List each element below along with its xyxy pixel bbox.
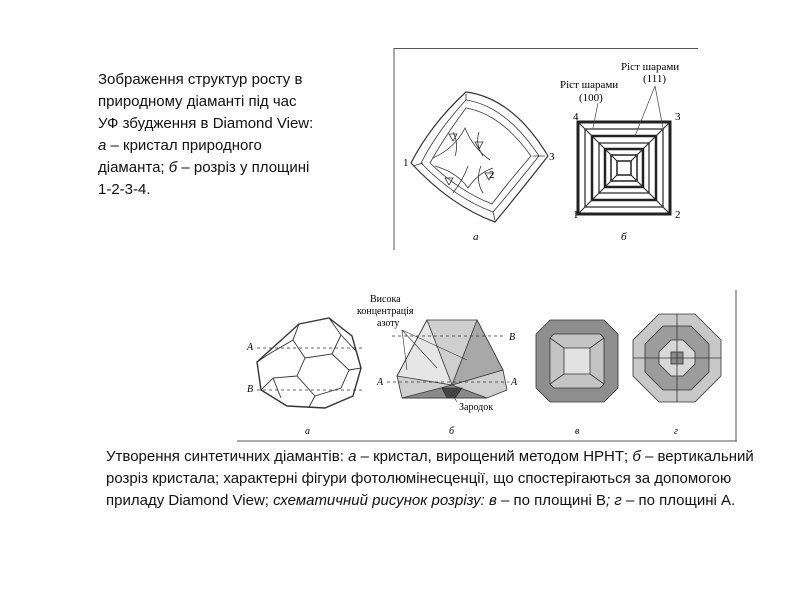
label-b-top: б [621,231,627,243]
pt-1-a: 1 [403,157,409,169]
caption2-part1: Утворення синтетичних діамантів: [106,448,349,465]
plane-b-label-2: B [509,332,516,343]
caption1-line2: природному діаманті під час [98,93,297,110]
crystal-a-drawing [411,92,548,222]
caption-synthetic-diamond [106,446,756,512]
label-v: в [575,426,580,437]
caption1-line5: – розріз у площині [177,159,310,176]
caption1-line3: УФ збудження в Diamond View: [98,115,314,132]
caption2-part9: – по площині А. [621,492,736,509]
caption1-line5-pre: діаманта; [98,159,169,176]
plane-a-section-drawing [633,314,721,402]
caption-natural-diamond [98,69,368,201]
plane-a-label-3: A [511,377,518,388]
natural-diamond-figure [393,48,703,250]
caption1-label-b: б [168,159,178,176]
label-a-top: а [473,231,479,243]
pt-4-b: 4 [573,111,579,123]
label-111-line1: Ріст шарами [621,61,680,73]
pt-2-a: 2 [489,169,495,181]
nitrogen-line2: концентрація [357,306,414,317]
label-g: г [674,426,678,437]
caption2-part6: схематичний рисунок розрізу: в [273,492,497,509]
seed-label: Зародок [459,402,494,413]
label-100-line1: Ріст шарами [560,79,619,91]
plane-a-label-1: A [247,342,254,353]
plane-a-label-2: A [377,377,384,388]
plane-b-section-drawing [536,320,618,402]
nitrogen-line3: азоту [377,318,400,329]
crystal-b-drawing [578,122,670,214]
caption2-part3: – кристал, вирощений методом НРНТ; [356,448,633,465]
label-100-line2: (100) [579,92,603,104]
caption2-part4: б [632,448,641,465]
caption1-line1: Зображення структур росту в [98,71,303,88]
synthetic-diamond-figure [237,290,737,442]
nitrogen-line1: Висока [370,294,401,305]
pt-3-a: 3 [549,151,555,163]
caption2-part5: – вертикальний розріз кристала; характерні фігури фотолюмінесценції, що спостерігаються за допомогою приладу Diamond View; [106,448,754,509]
caption2-part8: ; г [606,492,622,509]
hpht-crystal-drawing [257,318,361,408]
caption1-line4: – кристал природного [106,137,262,154]
label-b-bottom: б [449,426,455,437]
plane-b-label-1: B [247,384,254,395]
label-111-line2: (111) [643,73,667,85]
caption2-part2: а [348,448,357,465]
pt-3-b: 3 [675,111,681,123]
pt-2-b: 2 [675,209,681,221]
caption2-part7: – по площині В [496,492,607,509]
vertical-section-drawing [397,320,507,398]
pt-1-b: 1 [573,209,579,221]
label-a-bottom: а [305,426,310,437]
caption1-label-a: а [98,137,107,154]
caption1-line6: 1-2-3-4. [98,181,151,198]
